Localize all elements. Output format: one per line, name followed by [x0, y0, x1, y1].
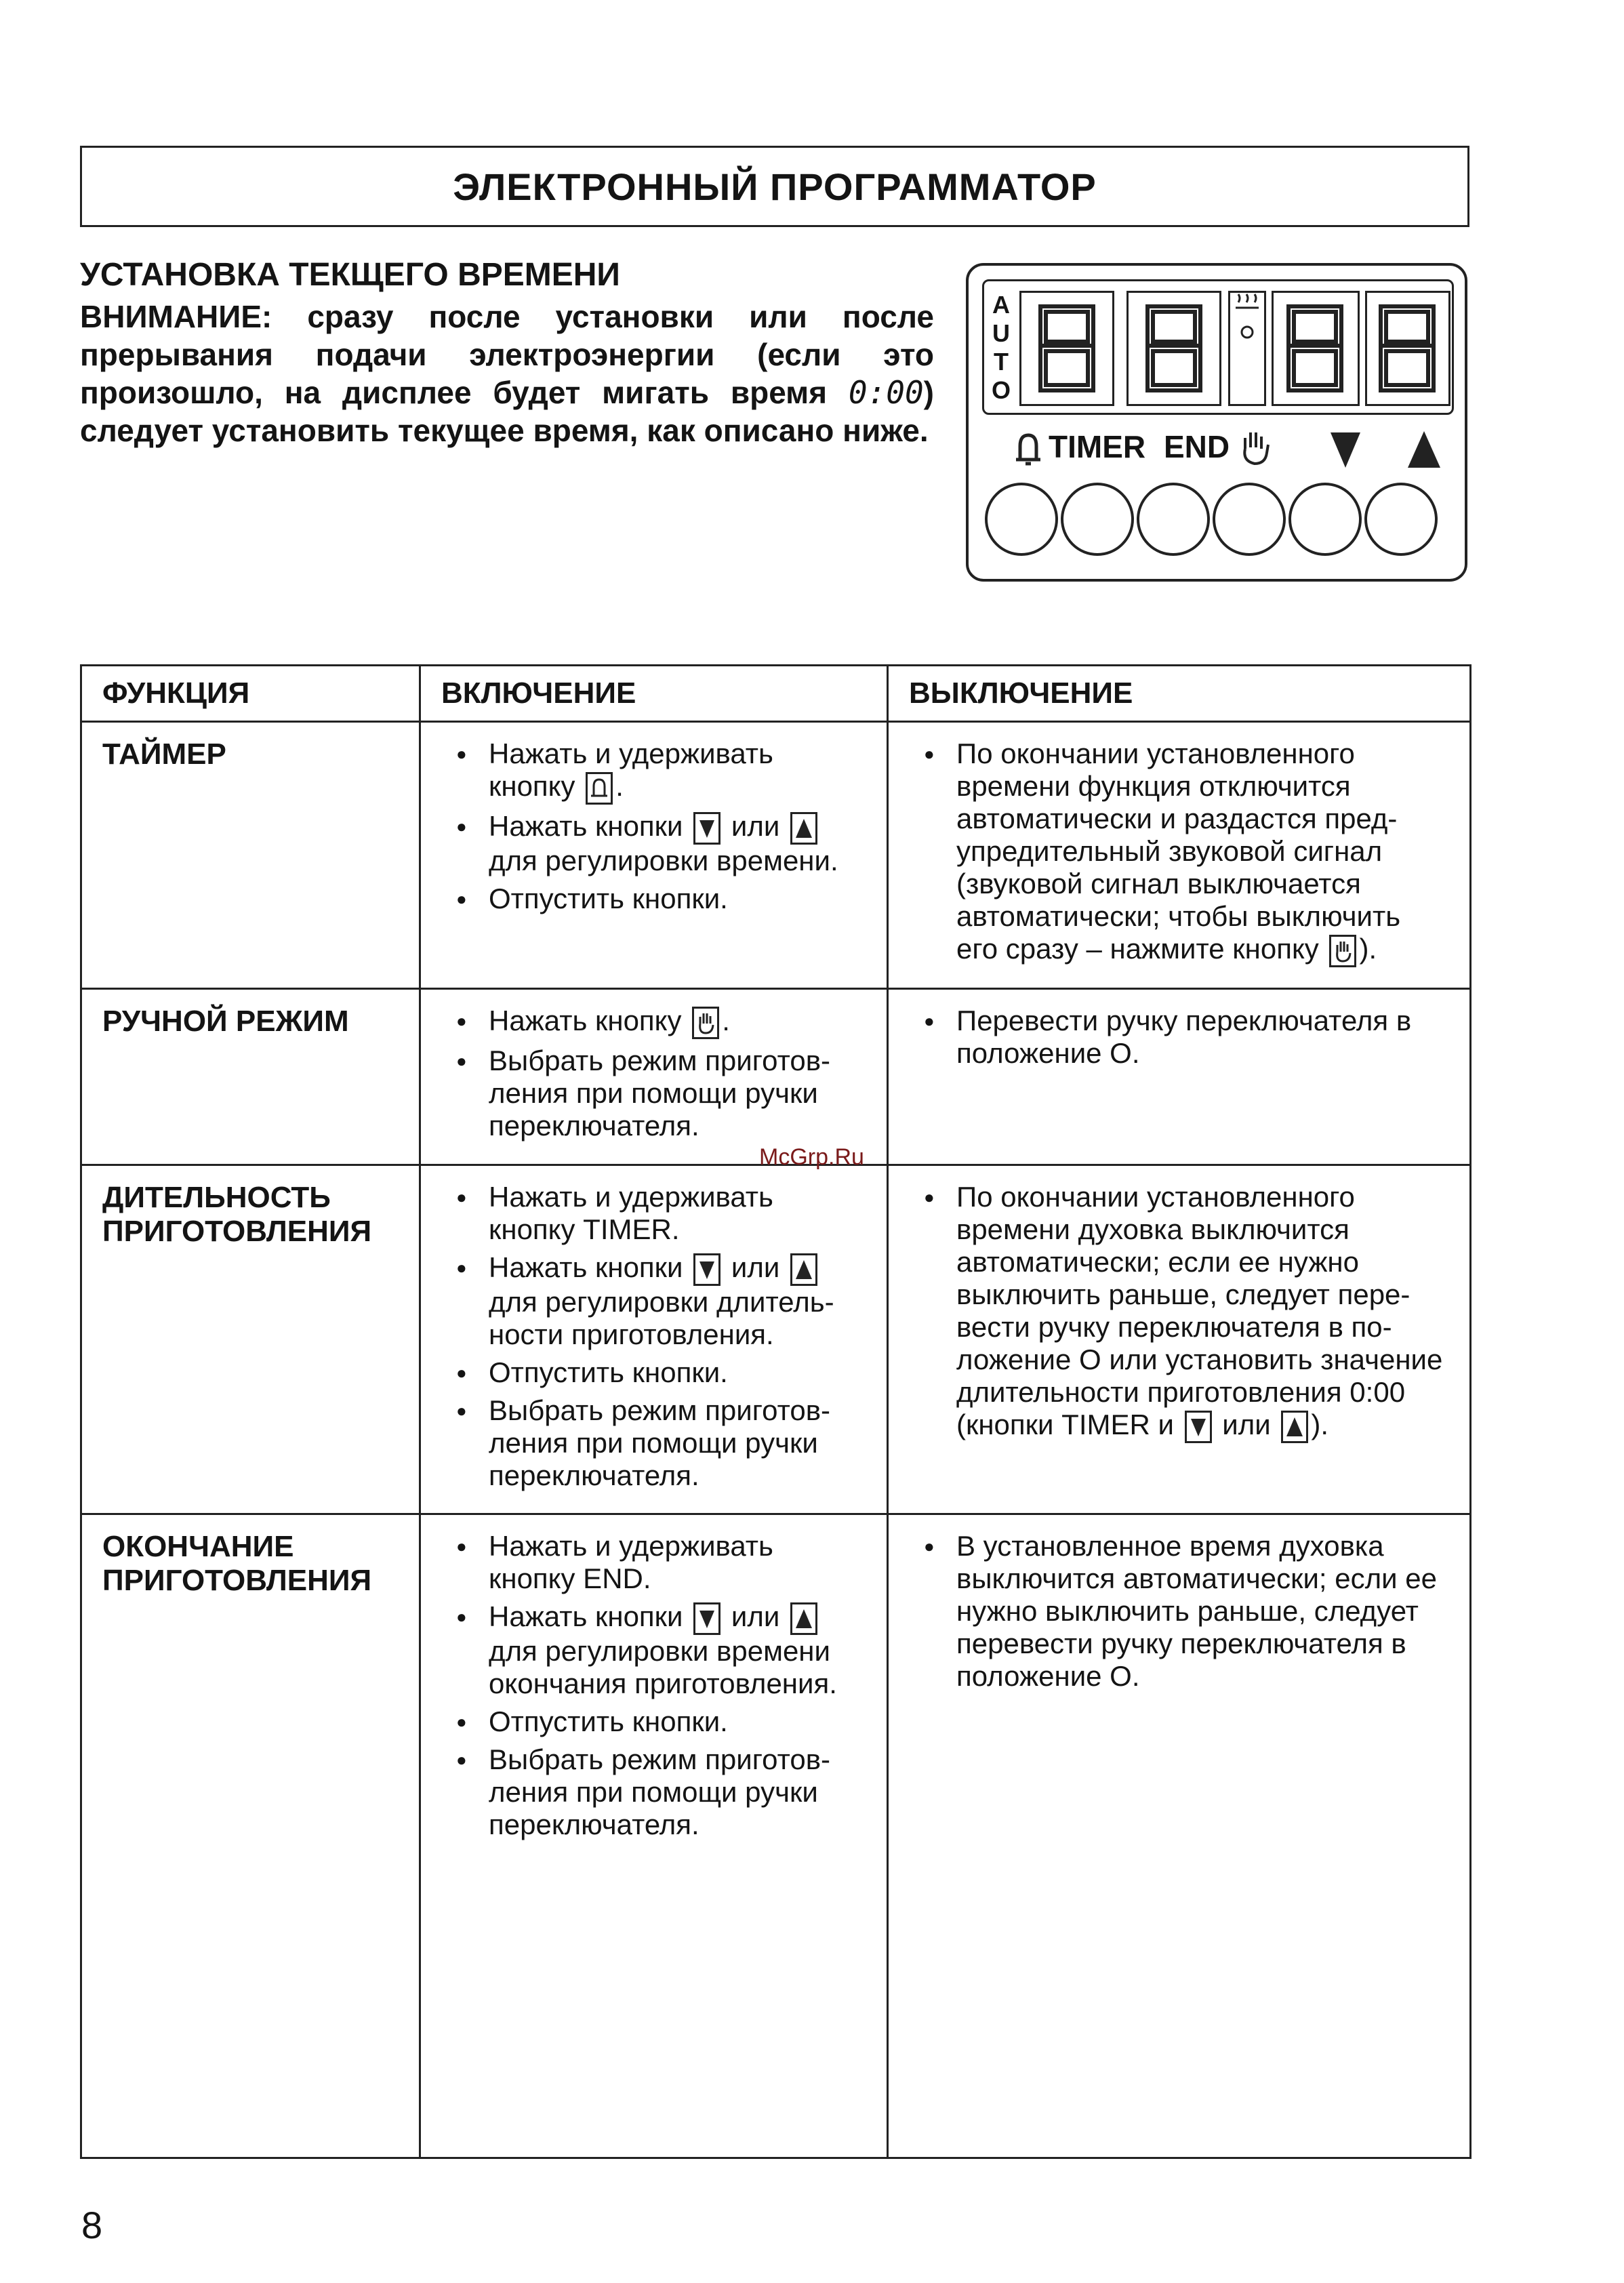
- step-text: для регулировки длительности приготовления.: [489, 1285, 834, 1350]
- function-name: ТАЙМЕР: [102, 738, 226, 771]
- bell-button[interactable]: [985, 483, 1058, 556]
- panel-button-labels: [1009, 423, 1450, 470]
- on-steps: [441, 1181, 866, 1492]
- step-text: Нажать кнопки: [489, 1251, 691, 1283]
- step-text: По окончании установленного времени функция отключится автоматически и раздастся предупредительный звуковой сигнал (звуковой сигнал выключается автоматически; чтобы выключить его сразу – нажмите кнопку: [956, 738, 1401, 965]
- up-button[interactable]: [1364, 483, 1438, 556]
- table-row: [81, 722, 1471, 989]
- list-item: ● Отпустить кнопки.: [441, 1356, 866, 1389]
- list-item: [441, 1600, 866, 1700]
- function-name: РУЧНОЙ РЕЖИМ: [102, 1004, 349, 1038]
- indicator-column: [1228, 291, 1266, 406]
- step-text: Нажать кнопки: [489, 1600, 691, 1632]
- bell-icon: [1009, 430, 1047, 471]
- warning-text-a: сразу после установки или после прерывания подачи электроэнергии (если это произошло, на дисплее будет мигать время: [80, 299, 934, 410]
- hand-key-icon: [692, 1007, 719, 1039]
- step-text: ).: [1359, 933, 1377, 965]
- end-button[interactable]: [1137, 483, 1210, 556]
- function-name: ДИТЕЛЬНОСТЬ ПРИГОТОВЛЕНИЯ: [102, 1180, 372, 1248]
- step-text: или: [723, 1600, 788, 1632]
- list-item: [909, 738, 1449, 967]
- digit-hours-tens: [1019, 291, 1114, 406]
- header-function: ФУНКЦИЯ: [81, 666, 420, 722]
- step-text: Нажать и удерживать кнопку: [489, 738, 773, 802]
- hand-key-icon: [1329, 935, 1356, 967]
- list-item: ● В установленное время духовка выключится автоматически; если ее нужно выключить раньше, следует перевести ручку переключателя в положение О.: [909, 1530, 1449, 1693]
- table-row: [81, 988, 1471, 1165]
- off-steps: [909, 1005, 1449, 1070]
- blinking-time-code: 0:00: [848, 374, 924, 411]
- list-item: ● Выбрать режим приготовления при помощи ручки переключателя.: [441, 1394, 866, 1492]
- on-steps: [441, 1005, 866, 1142]
- end-label: END: [1164, 429, 1230, 464]
- header-off: ВЫКЛЮЧЕНИЕ: [888, 666, 1471, 722]
- function-table: [80, 664, 1471, 2159]
- step-text: для регулировки времени окончания приготовления.: [489, 1634, 837, 1699]
- off-steps: [909, 1181, 1449, 1443]
- arrow-down-key-icon: [693, 812, 720, 845]
- list-item: ● Нажать и удерживать кнопку END.: [441, 1530, 866, 1595]
- step-text: .: [615, 770, 624, 802]
- arrow-down-icon: [1326, 427, 1364, 475]
- header-on: ВКЛЮЧЕНИЕ: [420, 666, 888, 722]
- function-name: ОКОНЧАНИЕ ПРИГОТОВЛЕНИЯ: [102, 1529, 372, 1597]
- step-text: Нажать кнопку: [489, 1004, 690, 1036]
- timer-label: TIMER: [1049, 429, 1146, 464]
- step-text: для регулировки времени.: [489, 844, 838, 876]
- arrow-up-key-icon: [1281, 1411, 1308, 1443]
- auto-letter: T: [994, 348, 1009, 376]
- list-item: ● Отпустить кнопки.: [441, 1705, 866, 1738]
- list-item: ● Выбрать режим приготовления при помощи ручки переключателя.: [441, 1743, 866, 1841]
- step-text: или: [1214, 1408, 1279, 1440]
- page-number: 8: [81, 2204, 103, 2246]
- list-item: [441, 738, 866, 805]
- hand-icon: [1237, 428, 1272, 470]
- page-title-box: [80, 146, 1469, 227]
- list-item: ● Выбрать режим приготовления при помощи ручки переключателя.: [441, 1045, 866, 1142]
- warning-paragraph: [80, 298, 934, 449]
- arrow-down-key-icon: [693, 1602, 720, 1635]
- off-steps: [909, 1530, 1449, 1693]
- list-item: ● Нажать и удерживать кнопку TIMER.: [441, 1181, 866, 1246]
- step-text: .: [722, 1004, 730, 1036]
- table-header-row: [81, 666, 1471, 722]
- arrow-up-key-icon: [790, 1253, 817, 1286]
- table-row: [81, 1514, 1471, 2158]
- down-button[interactable]: [1288, 483, 1362, 556]
- step-text: По окончании установленного времени духовка выключится автоматически; если ее нужно выключить раньше, следует перевести ручку переключателя в положение О или установить значение длительности приготовления 0:00 (кнопки TIMER и: [956, 1180, 1443, 1440]
- off-steps: [909, 738, 1449, 967]
- auto-letter: U: [992, 319, 1010, 347]
- step-text: Нажать кнопки: [489, 809, 691, 842]
- arrow-up-icon: [1405, 427, 1443, 475]
- on-steps: [441, 1530, 866, 1841]
- table-row: [81, 1165, 1471, 1514]
- panel-buttons: [985, 483, 1453, 557]
- list-item: [441, 1005, 866, 1039]
- digit-minutes-units: [1365, 291, 1450, 406]
- step-text: или: [723, 809, 788, 842]
- auto-letter: O: [991, 376, 1011, 404]
- digit-minutes-tens: [1272, 291, 1360, 406]
- panel-display: [982, 279, 1454, 415]
- arrow-down-key-icon: [1185, 1411, 1212, 1443]
- warning-lead: ВНИМАНИЕ:: [80, 299, 272, 334]
- list-item: [441, 1251, 866, 1351]
- bell-key-icon: [586, 772, 613, 805]
- manual-button[interactable]: [1213, 483, 1286, 556]
- on-steps: [441, 738, 866, 915]
- list-item: ● Отпустить кнопки.: [441, 883, 866, 915]
- list-item: [909, 1181, 1449, 1443]
- programmer-panel-illustration: [966, 263, 1467, 582]
- watermark: McGrp.Ru: [759, 1144, 864, 1170]
- arrow-up-key-icon: [790, 1602, 817, 1635]
- intro-section: [80, 256, 934, 449]
- timer-button[interactable]: [1061, 483, 1134, 556]
- section-heading: УСТАНОВКА ТЕКЩЕГО ВРЕМЕНИ: [80, 257, 620, 293]
- page-title: ЭЛЕКТРОННЫЙ ПРОГРАММАТОР: [453, 165, 1097, 208]
- warning-text-b: ) следует установить текущее время, как описано ниже.: [80, 375, 934, 448]
- auto-indicator: [988, 291, 1014, 405]
- step-text: ).: [1311, 1408, 1329, 1440]
- list-item: [441, 810, 866, 877]
- list-item: ● Перевести ручку переключателя в положение О.: [909, 1005, 1449, 1070]
- step-text: или: [723, 1251, 788, 1283]
- arrow-up-key-icon: [790, 812, 817, 845]
- arrow-down-key-icon: [693, 1253, 720, 1286]
- auto-letter: A: [992, 291, 1010, 319]
- digit-hours-units: [1126, 291, 1221, 406]
